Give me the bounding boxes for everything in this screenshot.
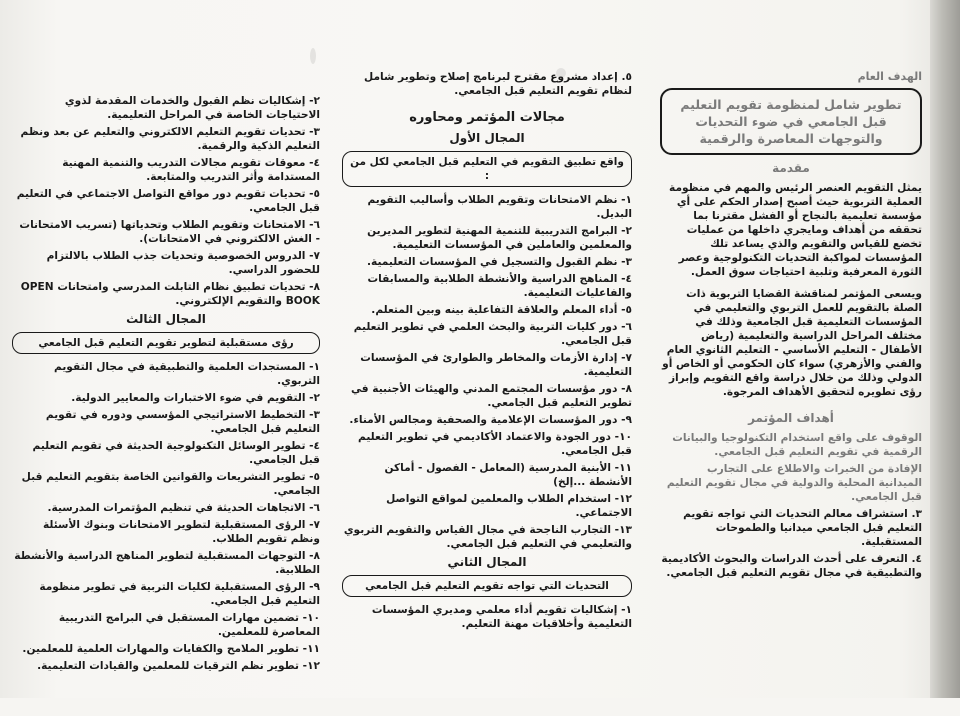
objective-item: ٣. استشراف معالم التحديات التي تواجه تقويم التعليم قبل الجامعي ميدانيا والطموحات المستقبلية. (683, 508, 922, 548)
field-1-item: ١١- الأبنية المدرسية (المعامل - الفصول - أماكن الأنشطة ...إلخ) (384, 462, 632, 488)
introduction-paragraph-1: يمثل التقويم العنصر الرئيس والمهم في منظومة العملية التربوية حيث أصبح إصدار الحكم على أي مؤسسة تعليمية بالنجاح أو الفشل مقترنا بما تحققه من أهداف ومايجري داخلها من عمليات تخضع للقياس والتقويم والذي يساعد تلك المؤسسات لمواكبة التحديات التكنولوجية وعصر الثورة المعرفية وتلبية احتياجات سوق العمل. (669, 182, 922, 278)
field-3-item: ١٠- تضمين مهارات المستقبل في البرامج التدريبية المعاصرة للمعلمين. (58, 612, 320, 638)
field-3-item: ١- المستجدات العلمية والتطبيقية في مجال التقويم التربوي. (54, 361, 320, 387)
field-3-item: ٨- التوجهات المستقبلية لتطوير المناهج الدراسية والأنشطة الطلابية. (14, 550, 320, 576)
ink-mark (310, 48, 316, 64)
field-3-item: ٥- تطوير التشريعات والقوانين الخاصة بتقويم التعليم قبل الجامعي. (21, 471, 320, 497)
field-1-item: ٢- البرامج التدريبية للتنمية المهنية لتطوير المديرين والمعلمين والعاملين في المؤسسات التعليمية. (367, 225, 632, 251)
field-2-heading: المجال الثاني (447, 555, 527, 569)
objectives-heading: أهداف المؤتمر (748, 411, 834, 425)
field-1-item: ١- نظم الامتحانات وتقويم الطلاب وأساليب التقويم البديل. (367, 194, 632, 220)
field-3-item: ٢- التقويم في ضوء الاختبارات والمعايير الدولية. (71, 392, 320, 404)
left-column (12, 94, 320, 716)
general-goal-box: تطوير شامل لمنظومة تقويم التعليم قبل الجامعي في ضوء التحديات والتوجهات المعاصرة والرقمية (660, 88, 922, 155)
field-3-item: ٣- التخطيط الاستراتيجي المؤسسي ودوره في تقويم التعليم قبل الجامعي. (45, 409, 320, 435)
field-3-box: رؤى مستقبلية لتطوير تقويم التعليم قبل الجامعي (12, 332, 320, 354)
field-1-item: ٧- إدارة الأزمات والمخاطر والطوارئ في المؤسسات التعليمية. (360, 352, 632, 378)
conference-fields-heading: مجالات المؤتمر ومحاوره (409, 110, 565, 125)
introduction-paragraph-2: ويسعى المؤتمر لمناقشة القضايا التربوية ذات الصلة بالتقويم للعمل التربوي والتعليمي في المؤسسات التعليمية قبل الجامعية وذلك في مختلف المراحل الدراسية والتعليمية (رياض الأطفال - التعليم الأساسي - التعليم الثانوي العام والفني والأزهري) سواء كان الحكومي أو الخاص أو الدولي وذلك من خلال دراسة واقع التقويم وإبراز رؤى تطويره لتحقيق الأهداف المرجوة. (662, 288, 922, 398)
field-2-item: ٤- معوقات تقويم مجالات التدريب والتنمية المهنية المستدامة وأثر التدريب والمتابعة. (62, 157, 320, 183)
introduction-heading: مقدمة (772, 161, 810, 175)
field-2-box: التحديات التي تواجه تقويم التعليم قبل الجامعي (342, 575, 632, 597)
objective-item: الوقوف على واقع استخدام التكنولوجيا والبيانات الرقمية في تقويم التعليم قبل الجامعي. (672, 432, 922, 458)
field-1-box: واقع تطبيق التقويم في التعليم قبل الجامعي لكل من : (342, 151, 632, 187)
field-1-item: ٥- أداء المعلم والعلاقة التفاعلية بينه وبين المتعلم. (371, 304, 632, 316)
field-2-item: ٢- إشكاليات نظم القبول والخدمات المقدمة لذوي الاحتياجات الخاصة في المراحل التعليمية. (64, 95, 320, 121)
field-1-heading: المجال الأول (449, 131, 525, 145)
right-column (660, 70, 922, 692)
field-3-item: ٩- الرؤى المستقبلية لكليات التربية في تطوير منظومة التعليم قبل الجامعي. (39, 581, 320, 607)
field-1-item: ٤- المناهج الدراسية والأنشطة الطلابية والمسابقات والفاعليات التعليمية. (367, 273, 632, 299)
general-goal-heading: الهدف العام (857, 70, 922, 83)
field-2-item: ٥- تحديات تقويم دور مواقع التواصل الاجتماعي في التعليم قبل الجامعي. (16, 188, 320, 214)
field-3-item: ٤- تطوير الوسائل التكنولوجية الحديثة في تقويم التعليم قبل الجامعي. (32, 440, 320, 466)
field-1-item: ٦- دور كليات التربية والبحث العلمي في تطوير التعليم قبل الجامعي. (353, 321, 632, 347)
field-3-item: ١٢- تطوير نظم الترقيات للمعلمين والقيادات التعليمية. (37, 660, 320, 672)
field-2-item: ١- إشكاليات تقويم أداء معلمي ومديري المؤسسات التعليمية وأخلاقيات مهنة التعليم. (371, 604, 632, 630)
field-1-item: ١٣- التجارب الناجحة في مجال القياس والتقويم التربوي والتعليمي في التعليم قبل الجامعي. (343, 524, 632, 550)
field-1-item: ١٠- دور الجودة والاعتماد الأكاديمي في تطوير التعليم قبل الجامعي. (358, 431, 632, 457)
objective-item: الإفادة من الخبرات والاطلاع على التجارب الميدانية المحلية والدولية في مجال تقويم التعليم قبل الجامعي. (666, 463, 922, 503)
field-2-item: ٣- تحديات تقويم التعليم الالكتروني والتعليم عن بعد ونظم التعليم الذكية والرقمية. (20, 126, 320, 152)
field-3-heading: المجال الثالث (126, 312, 206, 326)
field-2-item: ٧- الدروس الخصوصية وتحديات جذب الطلاب بالالتزام للحضور الدراسي. (46, 250, 320, 276)
field-2-item: ٦- الامتحانات وتقويم الطلاب وتحدياتها (تسريب الامتحانات - الغش الالكتروني في الامتحانات). (19, 219, 320, 245)
field-3-item: ٧- الرؤى المستقبلية لتطوير الامتحانات وبنوك الأسئلة ونظم تقويم الطلاب. (42, 519, 320, 545)
field-1-item: ٨- دور مؤسسات المجتمع المدني والهيئات الأجنبية في تطوير التعليم قبل الجامعي. (350, 383, 632, 409)
objective-item: ٤. التعرف على أحدث الدراسات والبحوث الأكاديمية والتطبيقية في مجال تقويم التعليم قبل الجامعي. (661, 553, 922, 579)
objective-item-5: ٥. إعداد مشروع مقترح لبرنامج إصلاح وتطوير شامل لنظام تقويم التعليم قبل الجامعي. (364, 71, 632, 97)
middle-column (342, 70, 632, 692)
field-1-item: ٣- نظم القبول والتسجيل في المؤسسات التعليمية. (367, 256, 632, 268)
field-1-item: ١٢- استخدام الطلاب والمعلمين لمواقع التواصل الاجتماعي. (386, 493, 632, 519)
field-1-item: ٩- دور المؤسسات الإعلامية والصحفية ومجالس الأمناء. (349, 414, 632, 426)
book-spine-shadow (930, 0, 960, 698)
field-3-item: ١١- تطوير الملامح والكفايات والمهارات العلمية للمعلمين. (22, 643, 320, 655)
field-3-item: ٦- الاتجاهات الحديثة في تنظيم المؤتمرات المدرسية. (47, 502, 320, 514)
field-2-item: ٨- تحديات تطبيق نظام التابلت المدرسي وامتحانات OPEN BOOK والتقويم الإلكتروني. (20, 281, 320, 307)
